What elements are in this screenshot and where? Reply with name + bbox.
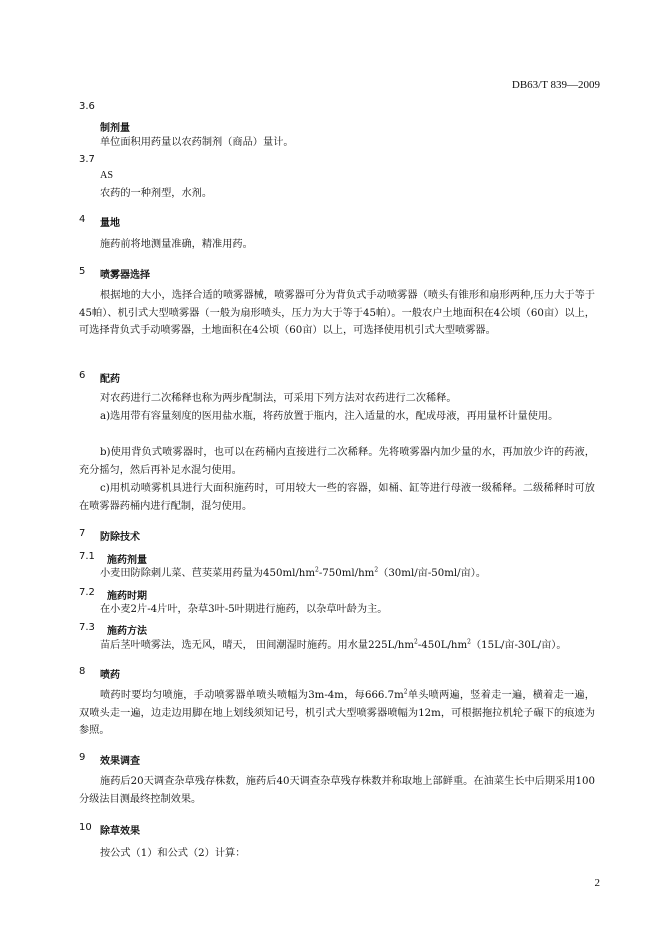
section-10-title: 除草效果 [100,826,140,837]
section-7-1-number: 7.1 [79,551,95,562]
section-7-1-title: 施药剂量 [107,555,147,566]
section-5-number: 5 [79,266,86,277]
section-9-number: 9 [79,752,86,763]
section-6-item-c: c)用机动喷雾机具进行大面积施药时，可用较大一些的容器，如桶、缸等进行母液一级稀释。二级稀释时可放在喷雾器药桶内进行配制，混匀使用。 [79,483,595,512]
section-9-title: 效果调查 [100,756,140,767]
section-3-6-body: 单位面积用药量以农药制剂（商品）量计。 [100,137,294,148]
section-6-title: 配药 [100,374,120,385]
section-3-7-body: 农药的一种剂型，水剂。 [100,188,213,199]
section-3-7-number: 3.7 [79,154,95,165]
section-6-number: 6 [79,370,86,381]
section-7-title: 防除技术 [100,532,140,543]
section-7-2-body: 在小麦2片-4片叶，杂草3叶-5叶期进行施药，以杂草叶龄为主。 [100,604,388,615]
section-7-2-number: 7.2 [79,587,95,598]
section-7-1-body: 小麦田防除刺儿菜、苣荬菜用药量为$450ml/hm^2-750ml/hm^2(30ml/$亩-50ml/亩）。 [100,566,487,579]
section-3-6-number: 3.6 [79,101,95,112]
section-3-7-title: AS [100,170,114,181]
section-9-body: 施药后20天调查杂草残存株数，施药后40天调查杂草残存株数并称取地上部鲜重。在油菜生长中后期采用100分级法目测最终控制效果。 [79,776,595,805]
section-8-number: 8 [79,666,86,677]
section-6-item-b: b)使用背负式喷雾器时，也可以在药桶内直接进行二次稀释。先将喷雾器内加少量的水，再加放少许的药液，充分摇匀，然后再补足水混匀使用。 [79,447,595,476]
section-7-3-body: 苗后茎叶喷雾法，选无风，晴天， 田间潮湿时施药。用水量$225L/hm^2-450L/hm^2(15L/$亩-30L/亩）。 [100,638,567,651]
section-4-title: 量地 [100,218,120,229]
section-7-number: 7 [79,528,86,539]
section-6-item-a: a)选用带有容量刻度的医用盐水瓶，将药放置于瓶内，注入适量的水，配成母液，再用量杯计量使用。 [100,411,559,422]
document-code: DB63/T 839—2009 [511,79,600,91]
section-8-body: 喷药时要均匀喷施，手动喷雾器单喷头喷幅为3m-4m，每$666.7m^2$单头喷两遍，竖着走一遍，横着走一遍，双喷头走一遍，边走边用脚在地上划线须知记号，机引式大型喷雾器喷幅为12m，可根据拖拉机轮子碾下的痕迹为参照。 [79,688,595,736]
section-8-title: 喷药 [100,670,120,681]
section-6-intro: 对农药进行二次稀释也称为两步配制法，可采用下列方法对农药进行二次稀释。 [100,393,457,404]
section-7-3-title: 施药方法 [107,626,147,637]
section-3-6-title: 制剂量 [100,123,130,134]
section-5-body: 根据地的大小，选择合适的喷雾器械，喷雾器可分为背负式手动喷雾器（喷头有锥形和扇形两种,压力大于等于45帕）、机引式大型喷雾器（一般为扇形喷头，压力为大于等于45帕）。一般农户土地面积在4公顷（60亩）以上，可选择背负式手动喷雾器，土地面积在4公顷（60亩）以上，可选择使用机引式大型喷雾器。 [79,290,595,336]
section-7-2-title: 施药时期 [107,591,147,602]
section-10-number: 10 [79,822,92,833]
section-5-title: 喷雾器选择 [100,270,150,281]
section-4-body: 施药前将地测量准确，精准用药。 [100,239,253,250]
section-4-number: 4 [79,214,86,225]
section-7-3-number: 7.3 [79,622,95,633]
page-number: 2 [594,877,600,889]
section-10-body: 按公式（1）和公式（2）计算： [100,848,246,859]
